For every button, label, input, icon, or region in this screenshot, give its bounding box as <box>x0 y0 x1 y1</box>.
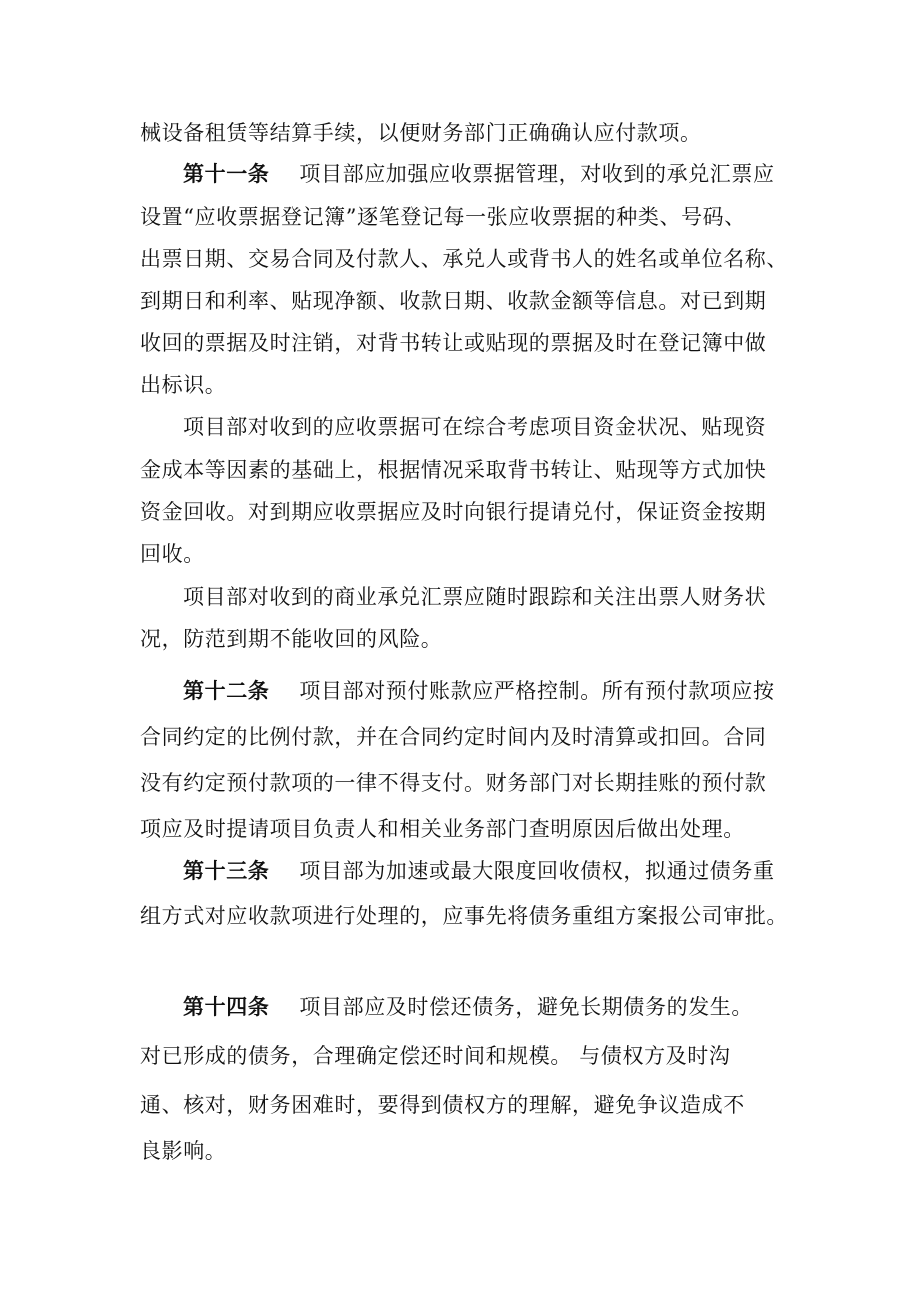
paragraph-line: 回收。 <box>140 542 205 566</box>
paragraph-line: 对已形成的债务，合理确定偿还时间和规模。 与债权方及时沟 <box>140 1044 731 1068</box>
article-11-first-line <box>183 159 833 189</box>
paragraph-line: 项目部对收到的应收票据可在综合考虑项目资金状况、贴现资 <box>183 415 767 439</box>
paragraph-line: 况，防范到期不能收回的风险。 <box>140 627 443 651</box>
article-number: 第十四条 <box>183 994 270 1019</box>
article-number: 第十一条 <box>183 161 270 186</box>
paragraph-line: 项目部对收到的商业承兑汇票应随时跟踪和关注出票人财务状 <box>183 585 767 609</box>
paragraph-line: 收回的票据及时注销，对背书转让或贴现的票据及时在登记簿中做 <box>140 331 767 355</box>
paragraph-line: 项应及时提请项目负责人和相关业务部门查明原因后做出处理。 <box>140 817 745 841</box>
article-14-first-line <box>183 992 833 1022</box>
paragraph-line: 设置“应收票据登记簿”逐笔登记每一张应收票据的种类、号码、 <box>140 205 746 229</box>
article-number: 第十三条 <box>183 858 270 883</box>
article-number: 第十二条 <box>183 678 270 703</box>
paragraph-line: 械设备租赁等结算手续，以便财务部门正确确认应付款项。 <box>140 121 702 145</box>
paragraph-line: 金成本等因素的基础上，根据情况采取背书转让、贴现等方式加快 <box>140 458 767 482</box>
article-text: 项目部为加速或最大限度回收债权，拟通过债务重 <box>299 859 775 883</box>
paragraph-line: 出标识。 <box>140 373 227 397</box>
paragraph-line: 到期日和利率、贴现净额、收款日期、收款金额等信息。对已到期 <box>140 289 767 313</box>
article-text: 项目部对预付账款应严格控制。所有预付款项应按 <box>299 679 775 703</box>
paragraph-line: 通、核对，财务困难时，要得到债权方的理解，避免争议造成不 <box>140 1093 745 1117</box>
paragraph-line: 资金回收。对到期应收票据应及时向银行提请兑付，保证资金按期 <box>140 500 767 524</box>
paragraph-line: 良影响。 <box>140 1139 227 1163</box>
paragraph-line: 没有约定预付款项的一律不得支付。财务部门对长期挂账的预付款 <box>140 771 767 795</box>
article-text: 项目部应加强应收票据管理，对收到的承兑汇票应 <box>299 162 775 186</box>
paragraph-line: 组方式对应收款项进行处理的，应事先将债务重组方案报公司审批。 <box>140 904 788 928</box>
paragraph-line: 合同约定的比例付款，并在合同约定时间内及时清算或扣回。合同 <box>140 725 767 749</box>
article-12-first-line <box>183 676 833 706</box>
article-13-first-line <box>183 856 833 886</box>
article-text: 项目部应及时偿还债务，避免长期债务的发生。 <box>299 995 754 1019</box>
paragraph-line: 出票日期、交易合同及付款人、承兑人或背书人的姓名或单位名称、 <box>140 247 788 271</box>
